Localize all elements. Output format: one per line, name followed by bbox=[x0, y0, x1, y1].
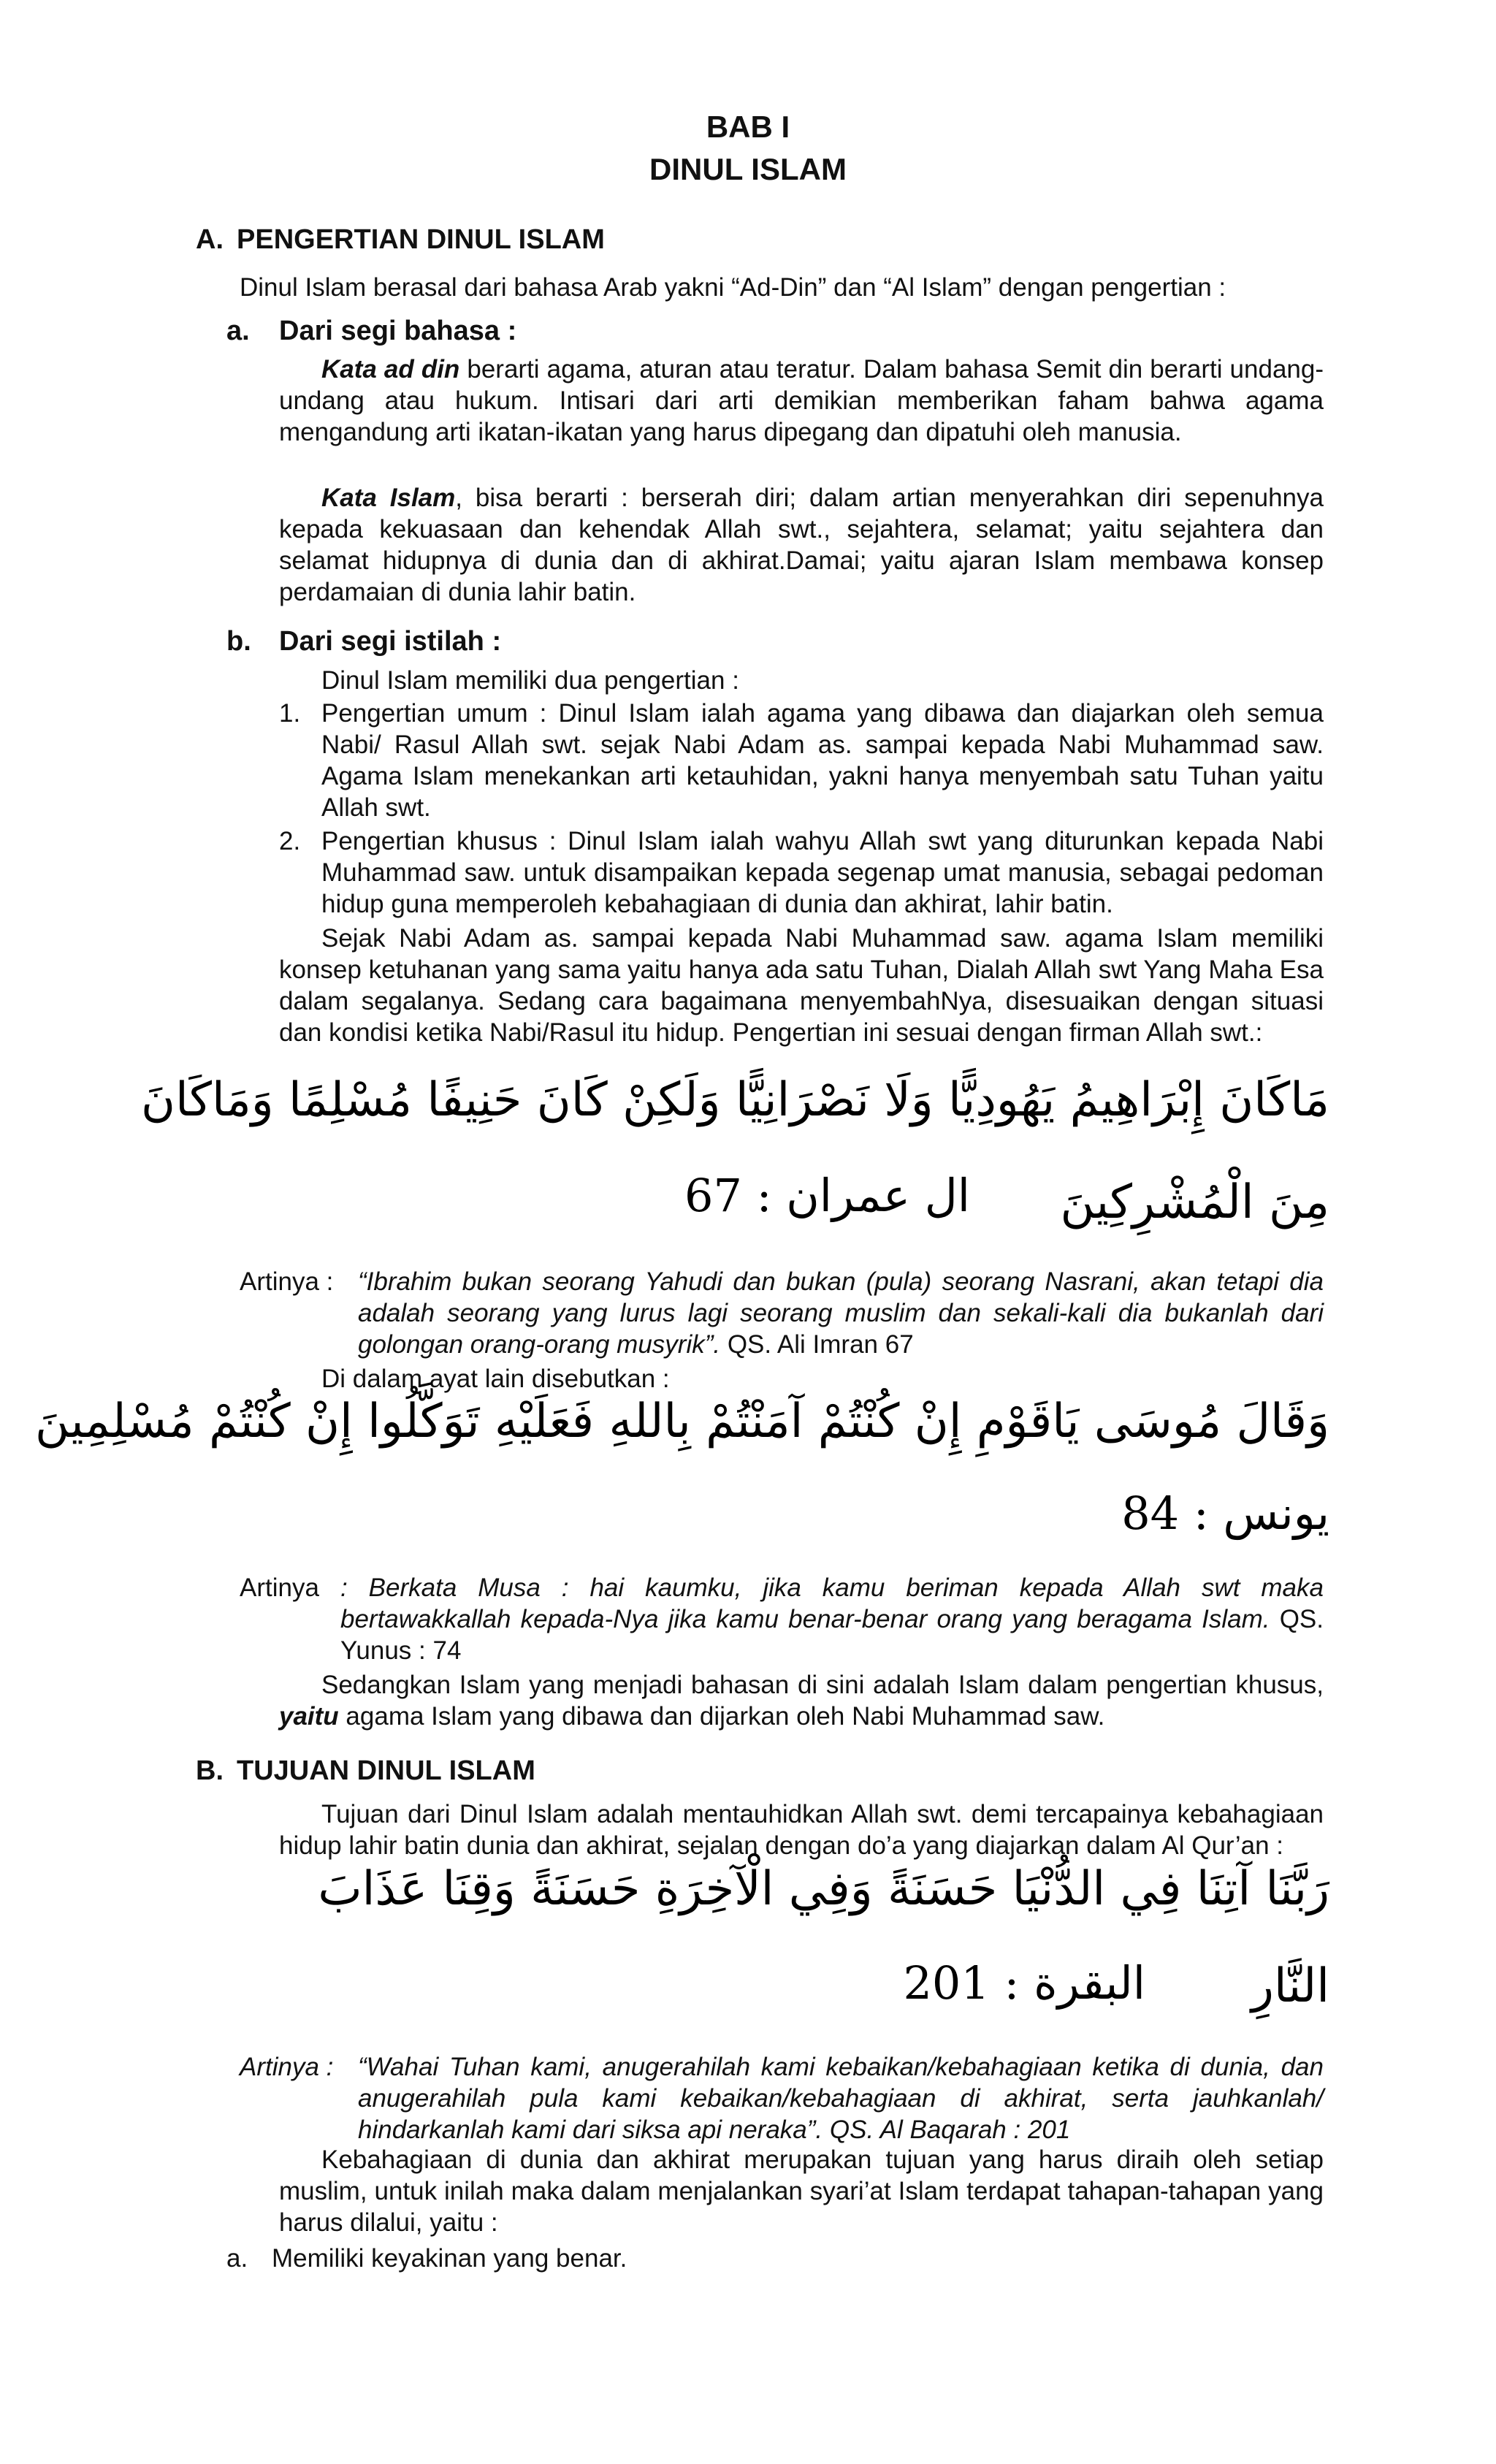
list-item-text: Memiliki keyakinan yang benar. bbox=[272, 2244, 627, 2273]
term-ad-din: Kata ad din bbox=[321, 355, 460, 384]
section-a-number: A. bbox=[196, 224, 224, 255]
translation-reference: QS. Ali Imran 67 bbox=[720, 1330, 914, 1359]
sub-a-paragraph-1 bbox=[279, 354, 1324, 448]
paragraph-text: , bisa berarti : berserah diri; dalam artian menyerahkan diri sepenuhnya kepada kekuasaan dan kehendak Allah swt., sejahtera, selamat; yaitu sejahtera dan selamat hidupnya di dunia dan di akhirat.Damai; yaitu ajaran Islam membawa konsep perdamaian di dunia lahir batin. bbox=[279, 484, 1324, 606]
translation-text bbox=[358, 1266, 1324, 1360]
sub-a-paragraph-2 bbox=[279, 482, 1324, 608]
translation-label: Artinya : bbox=[240, 1267, 334, 1296]
sub-b-title: Dari segi istilah : bbox=[279, 626, 502, 657]
translation-text: “Wahai Tuhan kami, anugerahilah kami kebaikan/kebahagiaan ketika di dunia, dan anugerahilah pula kami kebaikan/kebahagiaan di akhirat, serta jauhkanlah/ hindarkanlah kami dari siksa api neraka”. QS. Al Baqarah : 201 bbox=[358, 2053, 1324, 2144]
translation-text bbox=[340, 1572, 1324, 1666]
list-item-text: Pengertian khusus : Dinul Islam ialah wahyu Allah swt yang diturunkan kepada Nabi Muhammad saw. untuk disampaikan kepada segenap umat manusia, sebagai pedoman hidup guna memperoleh kebahagiaan di dunia dan akhirat, lahir batin. bbox=[321, 827, 1324, 918]
arabic-verse-1-line-1: مَاكَانَ إِبْرَاهِيمُ يَهُودِيًّا وَلَا نَصْرَانِيًّا وَلَكِنْ كَانَ حَنِيفًا مُسْلِمًا وَمَاكَانَ bbox=[140, 1073, 1329, 1127]
list-item-number: a. bbox=[226, 2244, 248, 2273]
sub-b-paragraph bbox=[279, 923, 1324, 1048]
paragraph-text: Tujuan dari Dinul Islam adalah mentauhidkan Allah swt. demi tercapainya kebahagiaan hidup lahir batin dunia dan akhirat, sejalan dengan do’a yang diajarkan dalam Al Qur’an : bbox=[279, 1800, 1324, 1860]
lead-verse-2: Di dalam ayat lain disebutkan : bbox=[321, 1365, 670, 1393]
paragraph-text: berarti agama, aturan atau teratur. Dalam bahasa Semit din berarti undang-undang atau hukum. Intisari dari arti demikian memberikan faham bahwa agama mengandung arti ikatan-ikatan yang harus dipegang dan dipatuhi oleh manusia. bbox=[279, 355, 1324, 446]
sub-a-title: Dari segi bahasa : bbox=[279, 316, 517, 346]
translation-label: Artinya bbox=[240, 1574, 319, 1602]
sub-a-heading bbox=[226, 316, 516, 347]
list-item-text: Pengertian umum : Dinul Islam ialah agama yang dibawa dan diajarkan oleh semua Nabi/ Rasul Allah swt. sejak Nabi Adam as. sampai kepada Nabi Muhammad saw. Agama Islam menekankan arti ketauhidan, yakni hanya menyembah satu Tuhan yaitu Allah swt. bbox=[321, 699, 1324, 822]
section-a-title: PENGERTIAN DINUL ISLAM bbox=[237, 224, 605, 255]
translation-body: : Berkata Musa : hai kaumku, jika kamu beriman kepada Allah swt maka bertawakkallah kepada-Nya jika kamu benar-benar orang yang beragama Islam. bbox=[340, 1574, 1324, 1633]
verse-1-reference: ال عمران : 67 bbox=[684, 1169, 970, 1222]
paragraph-text: Kebahagiaan di dunia dan akhirat merupakan tujuan yang harus diraih oleh setiap muslim, untuk inilah maka dalam menjalankan syari’at Islam terdapat tahapan-tahapan yang harus dilalui, yaitu : bbox=[279, 2145, 1324, 2237]
section-a-heading bbox=[196, 224, 605, 256]
verse-3-reference: البقرة : 201 bbox=[903, 1956, 1145, 2010]
translation-body: “Ibrahim bukan seorang Yahudi dan bukan (pula) seorang Nasrani, akan tetapi dia adalah seorang yang lurus lagi seorang muslim dan sekali-kali dia bukanlah dari golongan orang-orang musyrik”. bbox=[358, 1267, 1324, 1359]
arabic-verse-3-line-2: النَّارِ bbox=[1251, 1959, 1329, 2013]
closing-paragraph bbox=[279, 1669, 1324, 1732]
paragraph-text: agama Islam yang dibawa dan dijarkan oleh Nabi Muhammad saw. bbox=[338, 1702, 1105, 1731]
translation-reference: QS. Yunus : 74 bbox=[340, 1605, 1324, 1665]
sub-a-number: a. bbox=[226, 316, 250, 346]
paragraph-text: Sejak Nabi Adam as. sampai kepada Nabi Muhammad saw. agama Islam memiliki konsep ketuhanan yang sama yaitu hanya ada satu Tuhan, Dialah Allah swt Yang Maha Esa dalam segalanya. Sedang cara bagaimana menyembahNya, disesuaikan dengan situasi dan kondisi ketika Nabi/Rasul itu hidup. Pengertian ini sesuai dengan firman Allah swt.: bbox=[279, 924, 1324, 1047]
section-b-number: B. bbox=[196, 1755, 224, 1786]
list-item-number: 1. bbox=[279, 699, 301, 728]
sub-b-intro: Dinul Islam memiliki dua pengertian : bbox=[321, 666, 739, 695]
section-b-heading bbox=[196, 1755, 535, 1787]
arabic-verse-3-line-1: رَبَّنَا آتِنَا فِي الدُّنْيَا حَسَنَةً وَفِي الْآخِرَةِ حَسَنَةً وَقِنَا عَذَابَ bbox=[318, 1862, 1329, 1916]
translation-label: Artinya : bbox=[240, 2053, 334, 2081]
term-yaitu: yaitu bbox=[279, 1702, 339, 1731]
chapter-title: DINUL ISLAM bbox=[649, 152, 847, 186]
paragraph-text: Sedangkan Islam yang menjadi bahasan di sini adalah Islam dalam pengertian khusus, bbox=[321, 1671, 1324, 1699]
arabic-verse-1-line-2: مِنَ الْمُشْرِكِينَ bbox=[1060, 1175, 1329, 1229]
list-item bbox=[226, 2243, 1322, 2274]
sub-b-number: b. bbox=[226, 626, 251, 657]
list-item-number: 2. bbox=[279, 827, 301, 855]
section-b-title: TUJUAN DINUL ISLAM bbox=[237, 1755, 535, 1786]
sub-b-heading bbox=[226, 626, 501, 657]
chapter-number: BAB I bbox=[706, 110, 790, 144]
section-b-intro bbox=[279, 1799, 1324, 1861]
arabic-verse-2: وَقَالَ مُوسَى يَاقَوْمِ إِنْ كُنْتُمْ آمَنْتُمْ بِاللهِ فَعَلَيْهِ تَوَكَّلُوا إِنْ كُنْتُمْ مُسْلِمِينَ bbox=[35, 1395, 1329, 1449]
verse-2-reference: يونس : 84 bbox=[1121, 1487, 1329, 1540]
section-b-paragraph-2 bbox=[279, 2144, 1324, 2238]
term-islam: Kata Islam bbox=[321, 484, 456, 512]
section-a-intro: Dinul Islam berasal dari bahasa Arab yakni “Ad-Din” dan “Al Islam” dengan pengertian : bbox=[240, 273, 1226, 302]
